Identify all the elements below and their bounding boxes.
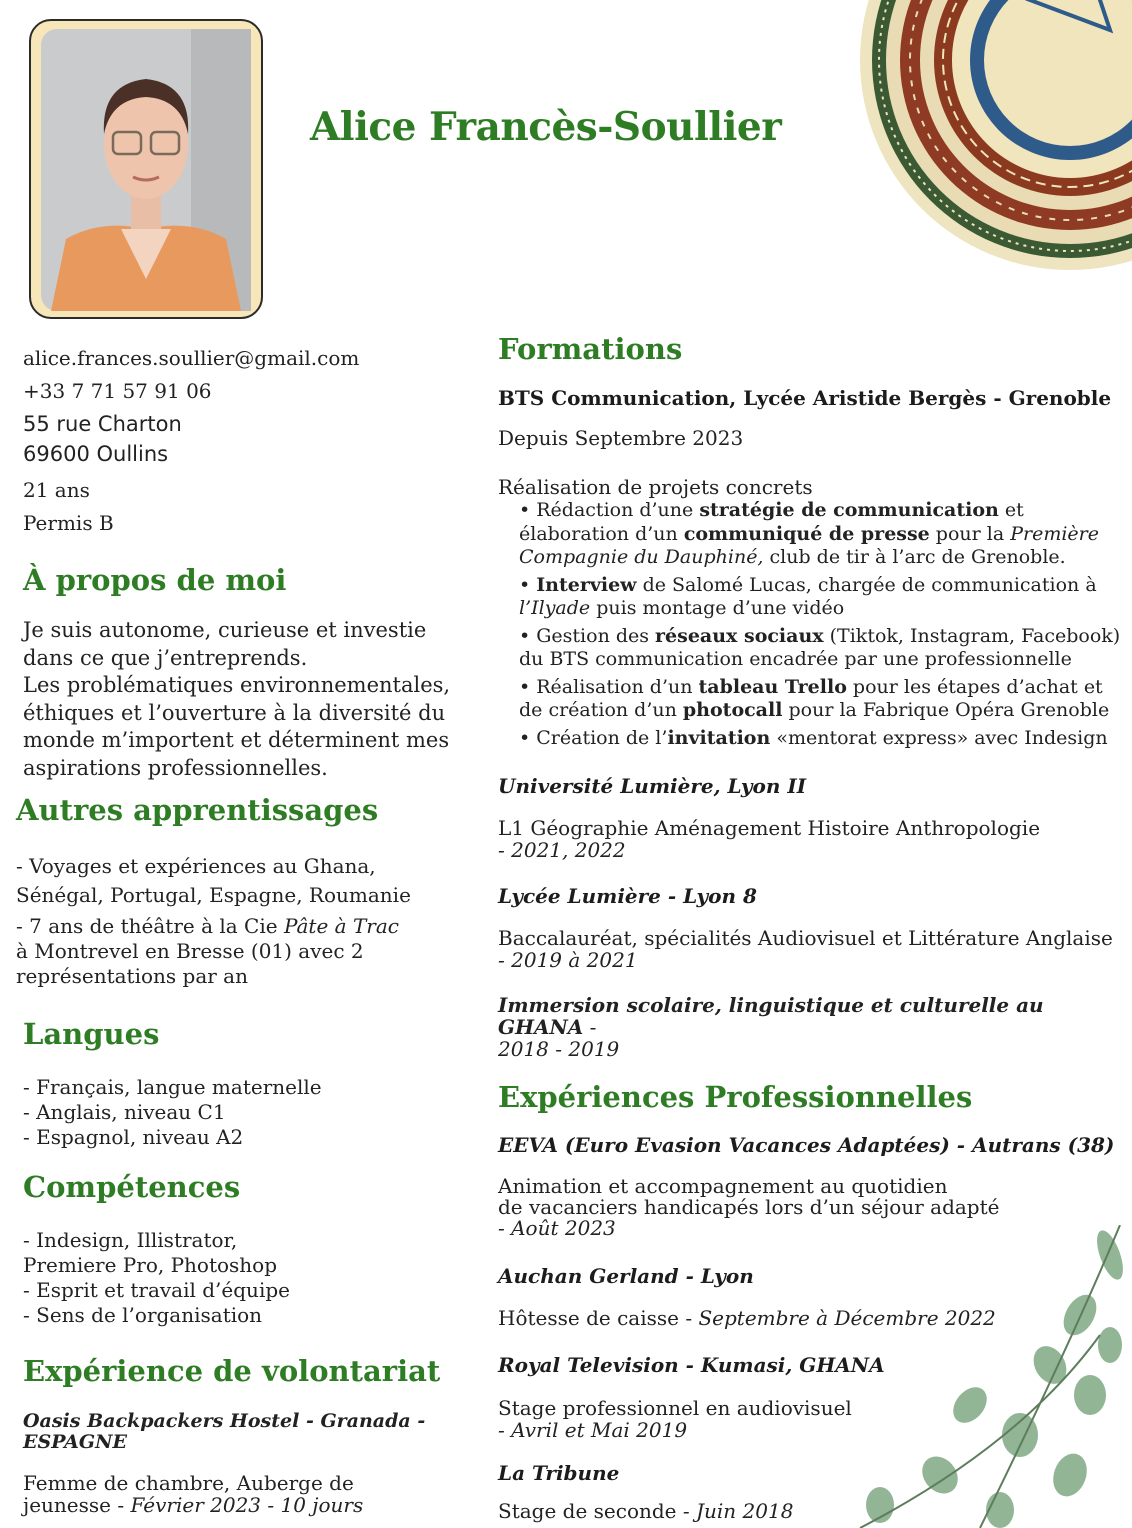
tribune-title: La Tribune [498,1461,620,1485]
profile-photo [29,19,263,319]
about-text: Je suis autonome, curieuse et investie dans ce que j’entreprends. Les problématiques environnementales, éthiques et l’ouverture à la diversité du monde m’importent et déterminent mes aspirations professionnelles. [23,618,451,780]
list-item: • Rédaction d’une stratégie de communication et élaboration d’un communiqué de presse pour la Première Compagnie du Dauphiné, club de tir à l’arc de Grenoble. [519,499,1099,568]
languages-heading: Langues [23,1017,160,1051]
ghana-immersion: Immersion scolaire, linguistique et culturelle au GHANA - 2018 - 2019 [498,993,1044,1061]
driving-license: Permis B [23,511,114,535]
phone: +33 7 71 57 91 06 [23,379,212,403]
list-item: - Anglais, niveau C1 [23,1100,226,1124]
skills-list [23,1228,290,1328]
university-title: Université Lumière, Lyon II [498,774,807,798]
list-item: - Indesign, Illistrator, [23,1228,238,1252]
list-item: - Espagnol, niveau A2 [23,1125,244,1149]
volunteer-org: Oasis Backpackers Hostel - Granada - ESPAGNE [23,1410,426,1453]
tribune-role: Stage de seconde - Juin 2018 [498,1499,794,1523]
lycee-description: Baccalauréat, spécialités Audiovisuel et Littérature Anglaise - 2019 à 2021 [498,926,1113,972]
list-item: • Gestion des réseaux sociaux (Tiktok, Instagram, Facebook) du BTS communication encadrée par une professionnelle [519,624,1121,670]
bts-intro: Réalisation de projets concrets [498,475,813,499]
skills-heading: Compétences [23,1170,241,1204]
volunteer-heading: Expérience de volontariat [23,1354,441,1388]
list-item: - Français, langue maternelle [23,1075,322,1099]
list-item: • Réalisation d’un tableau Trello pour les étapes d’achat et de création d’un photocall pour la Fabrique Opéra Grenoble [519,675,1110,721]
university-description: L1 Géographie Aménagement Histoire Anthropologie - 2021, 2022 [498,816,1041,862]
list-item: • Interview de Salomé Lucas, chargée de communication à l’Ilyade puis montage d’une vidéo [519,573,1097,619]
other-learnings-heading: Autres apprentissages [16,793,379,827]
list-item: • Création de l’invitation «mentorat express» avec Indesign [519,726,1108,749]
royal-role: Stage professionnel en audiovisuel - Avril et Mai 2019 [498,1396,852,1442]
royal-title: Royal Television - Kumasi, GHANA [498,1353,885,1377]
bts-date: Depuis Septembre 2023 [498,426,744,450]
bts-projects-list [519,499,1129,754]
candidate-name: Alice Francès-Soullier [310,104,782,150]
languages-list [23,1075,322,1150]
list-item: Premiere Pro, Photoshop [23,1253,278,1277]
about-heading: À propos de moi [23,563,287,597]
address-city: 69600 Oullins [23,442,169,466]
list-item: - Sens de l’organisation [23,1303,263,1327]
auchan-role: Hôtesse de caisse - Septembre à Décembre 2022 [498,1306,996,1330]
other-learnings-theatre: - 7 ans de théâtre à la Cie Pâte à Trac à Montrevel en Bresse (01) avec 2 représentations par an [16,914,399,988]
address-street: 55 rue Charton [23,412,182,436]
education-heading: Formations [498,332,683,366]
lycee-title: Lycée Lumière - Lyon 8 [498,884,757,908]
mandala-ornament [850,0,1132,280]
email: alice.frances.soullier@gmail.com [23,346,360,370]
eeva-description: Animation et accompagnement au quotidien de vacanciers handicapés lors d’un séjour adapté - Août 2023 [498,1174,1000,1240]
volunteer-role: Femme de chambre, Auberge de jeunesse - Février 2023 - 10 jours [23,1471,364,1517]
age: 21 ans [23,478,90,502]
portrait-image [41,29,251,311]
eucalyptus-leaves-ornament [820,1225,1132,1528]
auchan-title: Auchan Gerland - Lyon [498,1264,754,1288]
other-learnings-travel: - Voyages et expériences au Ghana, Sénégal, Portugal, Espagne, Roumanie [16,854,411,907]
bts-title: BTS Communication, Lycée Aristide Bergès - Grenoble [498,386,1112,410]
list-item: - Esprit et travail d’équipe [23,1278,290,1302]
experience-heading: Expériences Professionnelles [498,1080,973,1114]
eeva-title: EEVA (Euro Evasion Vacances Adaptées) - Autrans (38) [498,1133,1115,1157]
